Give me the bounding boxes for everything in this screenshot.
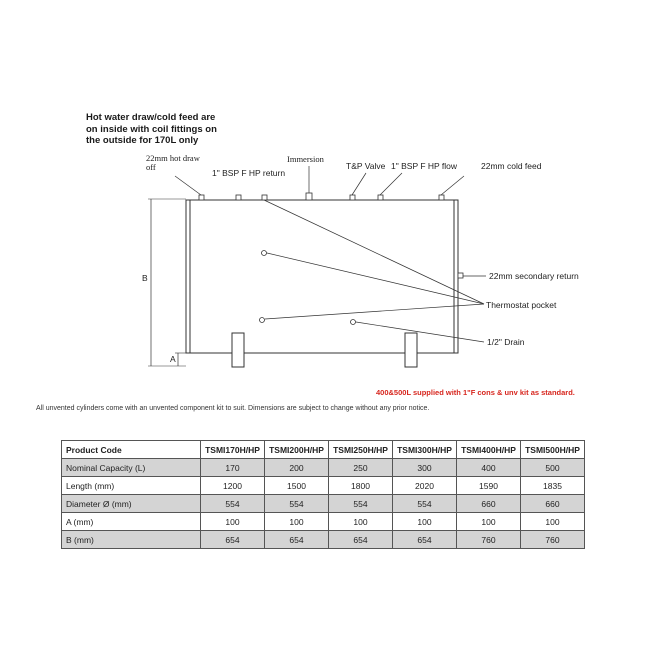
cylinder-body — [186, 200, 458, 353]
table-cell: 654 — [265, 531, 329, 549]
table-cell: 654 — [393, 531, 457, 549]
table-cell: 200 — [265, 459, 329, 477]
table-header-row — [62, 441, 585, 459]
table-row — [62, 531, 585, 549]
header-col-5: TSMI400H/HP — [457, 441, 521, 459]
label-tp-valve: T&P Valve — [346, 161, 386, 171]
label-hot-draw-line2: off — [146, 162, 156, 172]
thermostat-pocket-upper — [262, 251, 267, 256]
table-cell: 500 — [521, 459, 585, 477]
table-cell: 760 — [457, 531, 521, 549]
table-row — [62, 459, 585, 477]
fitting-cold-feed — [439, 195, 444, 200]
label-secondary-return: 22mm secondary return — [489, 271, 579, 281]
table-cell: 2020 — [393, 477, 457, 495]
leader-cold-feed — [441, 176, 464, 195]
table-cell: 760 — [521, 531, 585, 549]
table-cell: 100 — [393, 513, 457, 531]
note-line-3: the outside for 170L only — [86, 135, 199, 146]
table-cell: 100 — [329, 513, 393, 531]
label-hp-return: 1" BSP F HP return — [212, 168, 286, 178]
table-cell: 554 — [201, 495, 265, 513]
leader-thermostat-top — [264, 200, 484, 304]
table-row — [62, 513, 585, 531]
label-thermostat-pocket: Thermostat pocket — [486, 300, 557, 310]
table-row — [62, 477, 585, 495]
foot-right — [405, 333, 417, 367]
label-cold-feed: 22mm cold feed — [481, 161, 542, 171]
fitting-hp-flow — [378, 195, 383, 200]
fitting-hot-draw — [199, 195, 204, 200]
label-immersion: Immersion — [287, 154, 324, 164]
table-cell: 1500 — [265, 477, 329, 495]
label-drain: 1/2" Drain — [487, 337, 525, 347]
spec-table — [61, 440, 585, 549]
table-cell: 170 — [201, 459, 265, 477]
table-cell: 100 — [201, 513, 265, 531]
header-col-1: TSMI170H/HP — [201, 441, 265, 459]
fitting-hp-return — [236, 195, 241, 200]
leader-tp-valve — [352, 173, 366, 195]
table-cell: 654 — [201, 531, 265, 549]
fitting-coil-top — [262, 195, 267, 200]
table-cell: 660 — [521, 495, 585, 513]
table-cell: 300 — [393, 459, 457, 477]
row-label: Length (mm) — [62, 477, 201, 495]
leader-hot-draw — [175, 176, 201, 195]
table-cell: 100 — [265, 513, 329, 531]
table-cell: 100 — [457, 513, 521, 531]
leader-drain — [356, 322, 484, 342]
header-col-6: TSMI500H/HP — [521, 441, 585, 459]
note-line-1: Hot water draw/cold feed are — [86, 112, 216, 123]
table-cell: 1800 — [329, 477, 393, 495]
table-cell: 654 — [329, 531, 393, 549]
leader-thermostat-low — [265, 304, 484, 319]
header-product-code: Product Code — [62, 441, 201, 459]
table-cell: 554 — [393, 495, 457, 513]
row-label: Nominal Capacity (L) — [62, 459, 201, 477]
header-col-2: TSMI200H/HP — [265, 441, 329, 459]
label-hp-flow: 1" BSP F HP flow — [391, 161, 458, 171]
header-col-3: TSMI250H/HP — [329, 441, 393, 459]
label-dim-a: A — [170, 354, 176, 364]
table-cell: 100 — [521, 513, 585, 531]
header-col-4: TSMI300H/HP — [393, 441, 457, 459]
fitting-tp-valve — [350, 195, 355, 200]
row-label: Diameter Ø (mm) — [62, 495, 201, 513]
table-cell: 1835 — [521, 477, 585, 495]
leader-thermostat-mid — [267, 253, 484, 304]
row-label: B (mm) — [62, 531, 201, 549]
red-note: 400&500L supplied with 1"F cons & unv kit as standard. — [376, 388, 575, 397]
table-cell: 400 — [457, 459, 521, 477]
label-hot-draw-line1: 22mm hot draw — [146, 153, 200, 163]
fitting-secondary-return — [458, 273, 463, 278]
disclaimer: All unvented cylinders come with an unvented component kit to suit. Dimensions are subject to change without any prior notice. — [36, 405, 430, 412]
table-cell: 660 — [457, 495, 521, 513]
table-row — [62, 495, 585, 513]
thermostat-pocket-lower — [260, 318, 265, 323]
table-cell: 1590 — [457, 477, 521, 495]
label-dim-b: B — [142, 273, 148, 283]
drain-pocket — [351, 320, 356, 325]
note-line-2: on inside with coil fittings on — [86, 123, 217, 135]
table-cell: 1200 — [201, 477, 265, 495]
foot-left — [232, 333, 244, 367]
fitting-immersion — [306, 193, 312, 200]
table-cell: 554 — [265, 495, 329, 513]
leader-hp-flow — [380, 173, 402, 195]
table-cell: 250 — [329, 459, 393, 477]
table-cell: 554 — [329, 495, 393, 513]
row-label: A (mm) — [62, 513, 201, 531]
